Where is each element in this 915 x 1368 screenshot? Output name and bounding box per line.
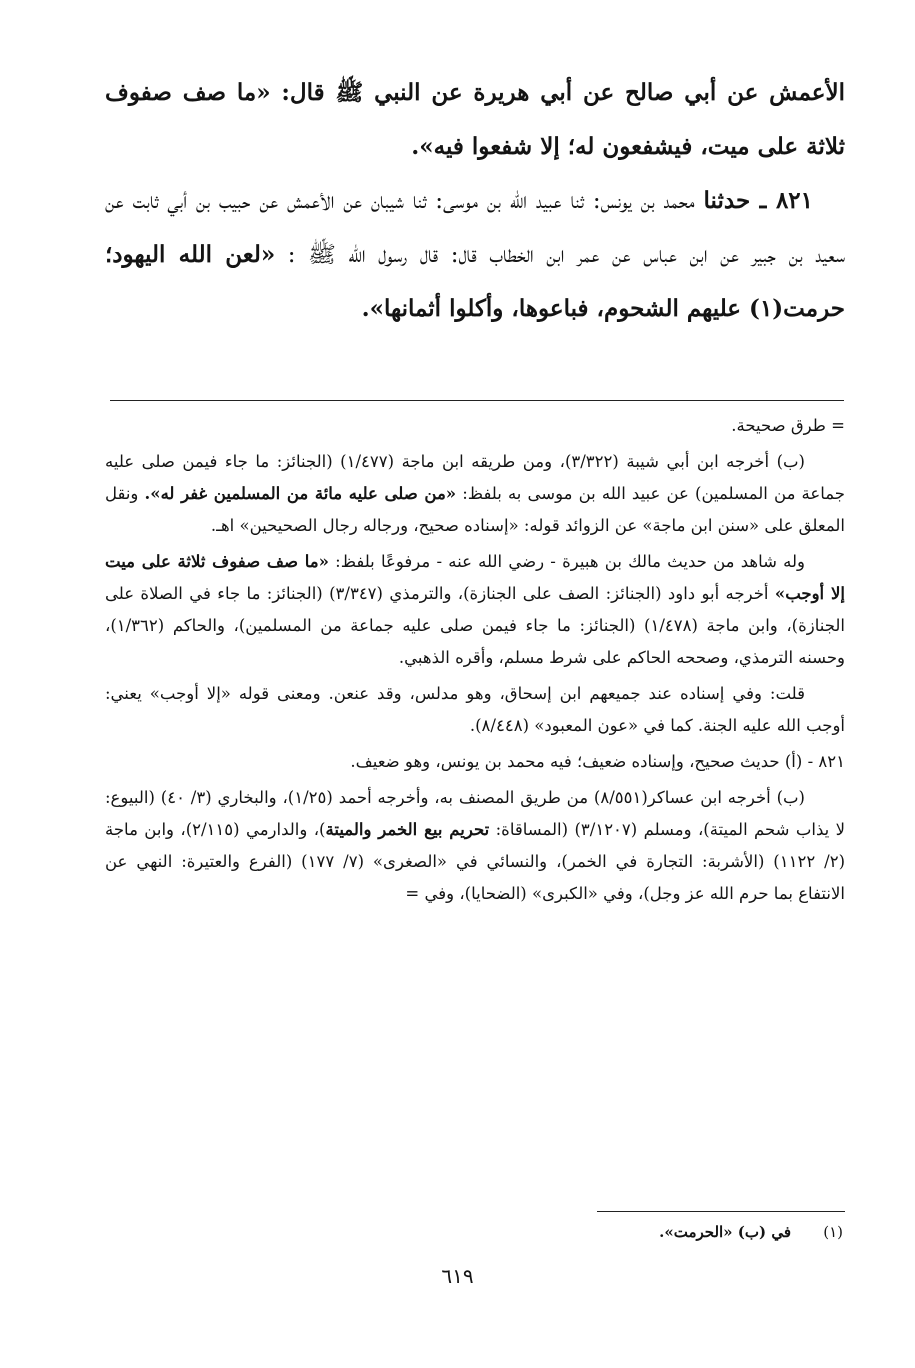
notes-divider	[110, 400, 844, 401]
footnote-text: في (ب) «الحرمت».	[659, 1223, 791, 1241]
note-2-text: (ب) أخرجه ابن أبي شيبة (٣/٣٢٢)، ومن طريقه ابن ماجة (١/٤٧٧) (الجنائز: ما جاء فيمن صلى عليه جماعة من المسلمين) عن عبيد الله بن موسى به بلفظ:	[105, 452, 845, 503]
note-5: ٨٢١ - (أ) حديث صحيح، وإسناده ضعيف؛ فيه محمد بن يونس، وهو ضعيف.	[350, 752, 845, 771]
main-paragraph-1	[105, 66, 845, 174]
note-3-end: أخرجه أبو داود (الجنائز: الصف على الجنازة)، والترمذي (٣/٣٤٧) (الجنائز: ما جاء في الصلاة على الجنازة)، وابن ماجة (١/٤٧٨) (الجنائز: ما جاء فيمن صلى عليه جماعة من المسلمين)، والحاكم (١/٣٦٢)، وحسنه الترمذي، وصححه الحاكم على شرط مسلم، وأقره الذهبي.	[105, 584, 845, 667]
note-3	[105, 546, 845, 674]
note-3-bold: «ما صف صفوف ثلاثة على ميت إلا أوجب»	[105, 552, 845, 603]
commentary-notes	[105, 410, 845, 914]
note-6-end: )، والدارمي (٢/١١٥)، وابن ماجة (٢/ ١١٢٢) (الأشربة: التجارة في الخمر)، والنسائي في «الصغرى» (٧/ ١٧٧) (الفرع والعتيرة: النهي عن الانتفاع بما حرم الله عز وجل)، وفي «الكبرى» (الضحايا)، وفي =	[105, 820, 845, 903]
footnote-divider	[597, 1211, 845, 1212]
main-text	[105, 66, 845, 336]
hadith-number: ٨٢١ ـ حدثنا	[703, 187, 814, 214]
hadith-chain: محمد بن يونس: ثنا عبيد الله بن موسى: ثنا شيبان عن الأعمش عن حبيب بن أبي ثابت عن سعيد بن جبير عن ابن عباس عن عمر ابن الخطاب قال: قال رسول الله ﷺ :	[105, 188, 845, 268]
page-number: ٦١٩	[441, 1264, 474, 1288]
note-6-bold: تحريم بيع الخمر والميتة	[325, 820, 490, 839]
note-3-start: وله شاهد من حديث مالك بن هبيرة - رضي الله عنه - مرفوعًا بلفظ:	[335, 552, 805, 571]
main-paragraph-2	[105, 174, 845, 336]
footnote-number: (١)	[823, 1223, 843, 1241]
note-2-bold: «من صلى عليه مائة من المسلمين غفر له».	[144, 484, 457, 503]
note-6	[105, 782, 845, 910]
note-4: قلت: وفي إسناده عند جميعهم ابن إسحاق، وهو مدلس، وقد عنعن. ومعنى قوله «إلا أوجب» يعني: أوجب الله عليه الجنة. كما في «عون المعبود» (٨/٤٤٨).	[105, 684, 845, 735]
note-6-start: (ب) أخرجه ابن عساكر(٨/٥٥١) من طريق المصنف به، وأخرجه أحمد (١/٢٥)، والبخاري (٣/ ٤٠) (البيوع: لا يذاب شحم الميتة)، ومسلم (٣/١٢٠٧) (المساقاة:	[105, 788, 846, 839]
hadith-quote: «لعن الله اليهود؛ حرمت(١) عليهم الشحوم، فباعوها، وأكلوا أثمانها».	[105, 241, 845, 322]
footnote	[443, 1218, 843, 1246]
note-2-end: ونقل المعلق على «سنن ابن ماجة» عن الزوائد قوله: «إسناده صحيح، ورجاله رجال الصحيحين» اهـ.	[105, 484, 845, 535]
para1-text: الأعمش عن أبي صالح عن أبي هريرة عن النبي ﷺ قال: «ما صف صفوف ثلاثة على ميت، فيشفعون له؛ إلا شفعوا فيه».	[105, 79, 845, 160]
note-2	[105, 446, 845, 542]
note-1: = طرق صحيحة.	[731, 416, 845, 435]
